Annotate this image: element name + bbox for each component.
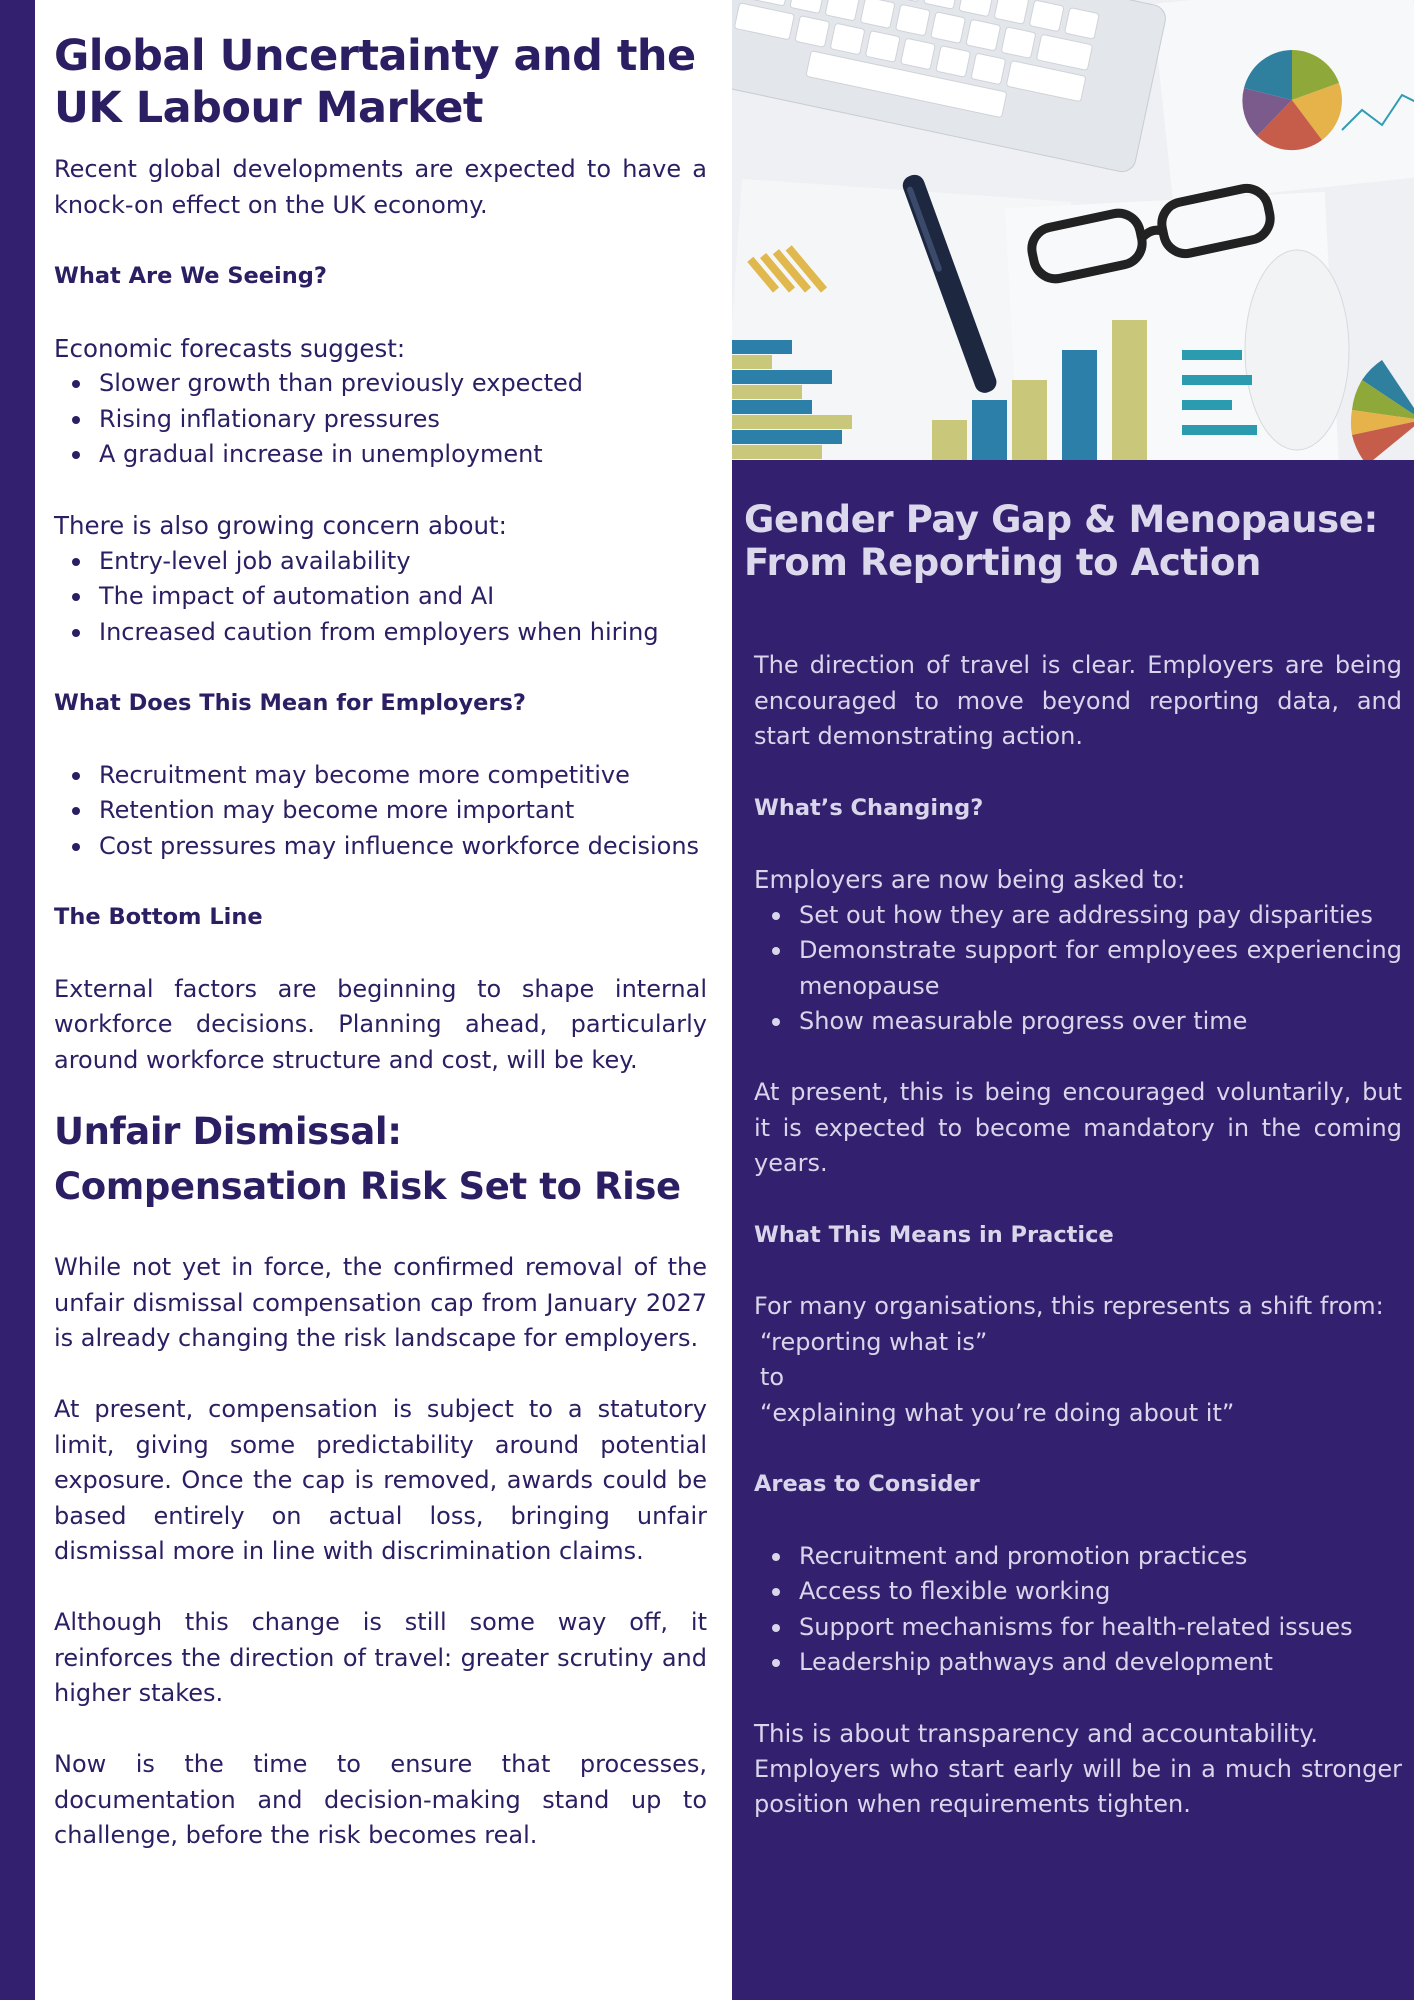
list-item: Access to flexible working	[754, 1574, 1402, 1610]
pay-gap-body	[754, 648, 1402, 1823]
labour-market-intro: Recent global developments are expected to have a knock-on effect on the UK economy.	[54, 155, 707, 219]
left-column	[54, 30, 707, 1854]
bottom-line-heading: The Bottom Line	[54, 904, 263, 930]
list-item: Show measurable progress over time	[754, 1004, 1402, 1040]
bottom-line-text: External factors are beginning to shape internal workforce decisions. Planning ahead, particularly around workforce structure and cost, will be key.	[54, 974, 707, 1074]
left-accent-strip	[0, 0, 35, 2000]
quote-explaining: “explaining what you’re doing about it”	[760, 1398, 1235, 1427]
list-item: Slower growth than previously expected	[54, 366, 707, 402]
seeing-heading: What Are We Seeing?	[54, 263, 327, 289]
list-item: Recruitment may become more competitive	[54, 758, 707, 794]
employers-heading: What Does This Mean for Employers?	[54, 690, 526, 716]
list-item: Recruitment and promotion practices	[754, 1539, 1402, 1575]
dismissal-title	[54, 1104, 707, 1214]
list-item: Demonstrate support for employees experiencing menopause	[754, 933, 1402, 1004]
list-item: Increased caution from employers when hiring	[54, 615, 707, 651]
forecast-list	[54, 366, 707, 473]
list-item: Entry-level job availability	[54, 544, 707, 580]
dismissal-paragraph-1: While not yet in force, the confirmed removal of the unfair dismissal compensation cap from January 2027 is already changing the risk landscape for employers.	[54, 1253, 707, 1352]
asked-list	[754, 898, 1402, 1040]
list-item: The impact of automation and AI	[54, 579, 707, 615]
desk-photo-icon	[732, 0, 1414, 460]
pay-gap-intro: The direction of travel is clear. Employers are being encouraged to move beyond reporting data, and start demonstrating action.	[754, 651, 1402, 750]
areas-list	[754, 1539, 1402, 1681]
concern-intro: There is also growing concern about:	[54, 511, 507, 540]
list-item: Rising inflationary pressures	[54, 402, 707, 438]
dismissal-paragraph-2: At present, compensation is subject to a statutory limit, giving some predictability around potential exposure. Once the cap is removed, awards could be based entirely on actual loss, bringing unfair dismissal more in line with discrimination claims.	[54, 1395, 707, 1565]
asked-intro: Employers are now being asked to:	[754, 865, 1186, 894]
present-text: At present, this is being encouraged voluntarily, but it is expected to become mandatory in the coming years.	[754, 1078, 1402, 1177]
dismissal-paragraph-3: Although this change is still some way off, it reinforces the direction of travel: greater scrutiny and higher stakes.	[54, 1608, 707, 1707]
shift-text: For many organisations, this represents a shift from:	[754, 1292, 1384, 1320]
changing-heading: What’s Changing?	[754, 794, 984, 821]
pay-gap-title: Gender Pay Gap & Menopause: From Reporting to Action	[744, 498, 1378, 584]
list-item: A gradual increase in unemployment	[54, 437, 707, 473]
closing-line-2: Employers who start early will be in a much stronger position when requirements tighten.	[754, 1754, 1402, 1818]
forecast-intro: Economic forecasts suggest:	[54, 333, 406, 363]
concern-list	[54, 544, 707, 651]
quote-to: to	[760, 1363, 785, 1391]
dismissal-title-line2: Compensation Risk Set to Rise	[54, 1165, 681, 1208]
practice-heading: What This Means in Practice	[754, 1221, 1114, 1248]
list-item: Leadership pathways and development	[754, 1645, 1402, 1681]
dismissal-title-line1: Unfair Dismissal:	[54, 1110, 402, 1153]
right-column	[732, 460, 1414, 2000]
list-item: Set out how they are addressing pay disparities	[754, 898, 1402, 934]
employer-list	[54, 758, 707, 865]
areas-heading: Areas to Consider	[754, 1471, 980, 1497]
quote-reporting: “reporting what is”	[760, 1327, 988, 1356]
labour-market-title: Global Uncertainty and the UK Labour Market	[54, 31, 696, 133]
list-item: Support mechanisms for health-related issues	[754, 1610, 1402, 1646]
list-item: Retention may become more important	[54, 793, 707, 829]
list-item: Cost pressures may influence workforce decisions	[54, 829, 707, 865]
closing-line-1: This is about transparency and accountability.	[754, 1719, 1319, 1748]
dismissal-paragraph-4: Now is the time to ensure that processes, documentation and decision-making stand up to challenge, before the risk becomes real.	[54, 1750, 707, 1849]
